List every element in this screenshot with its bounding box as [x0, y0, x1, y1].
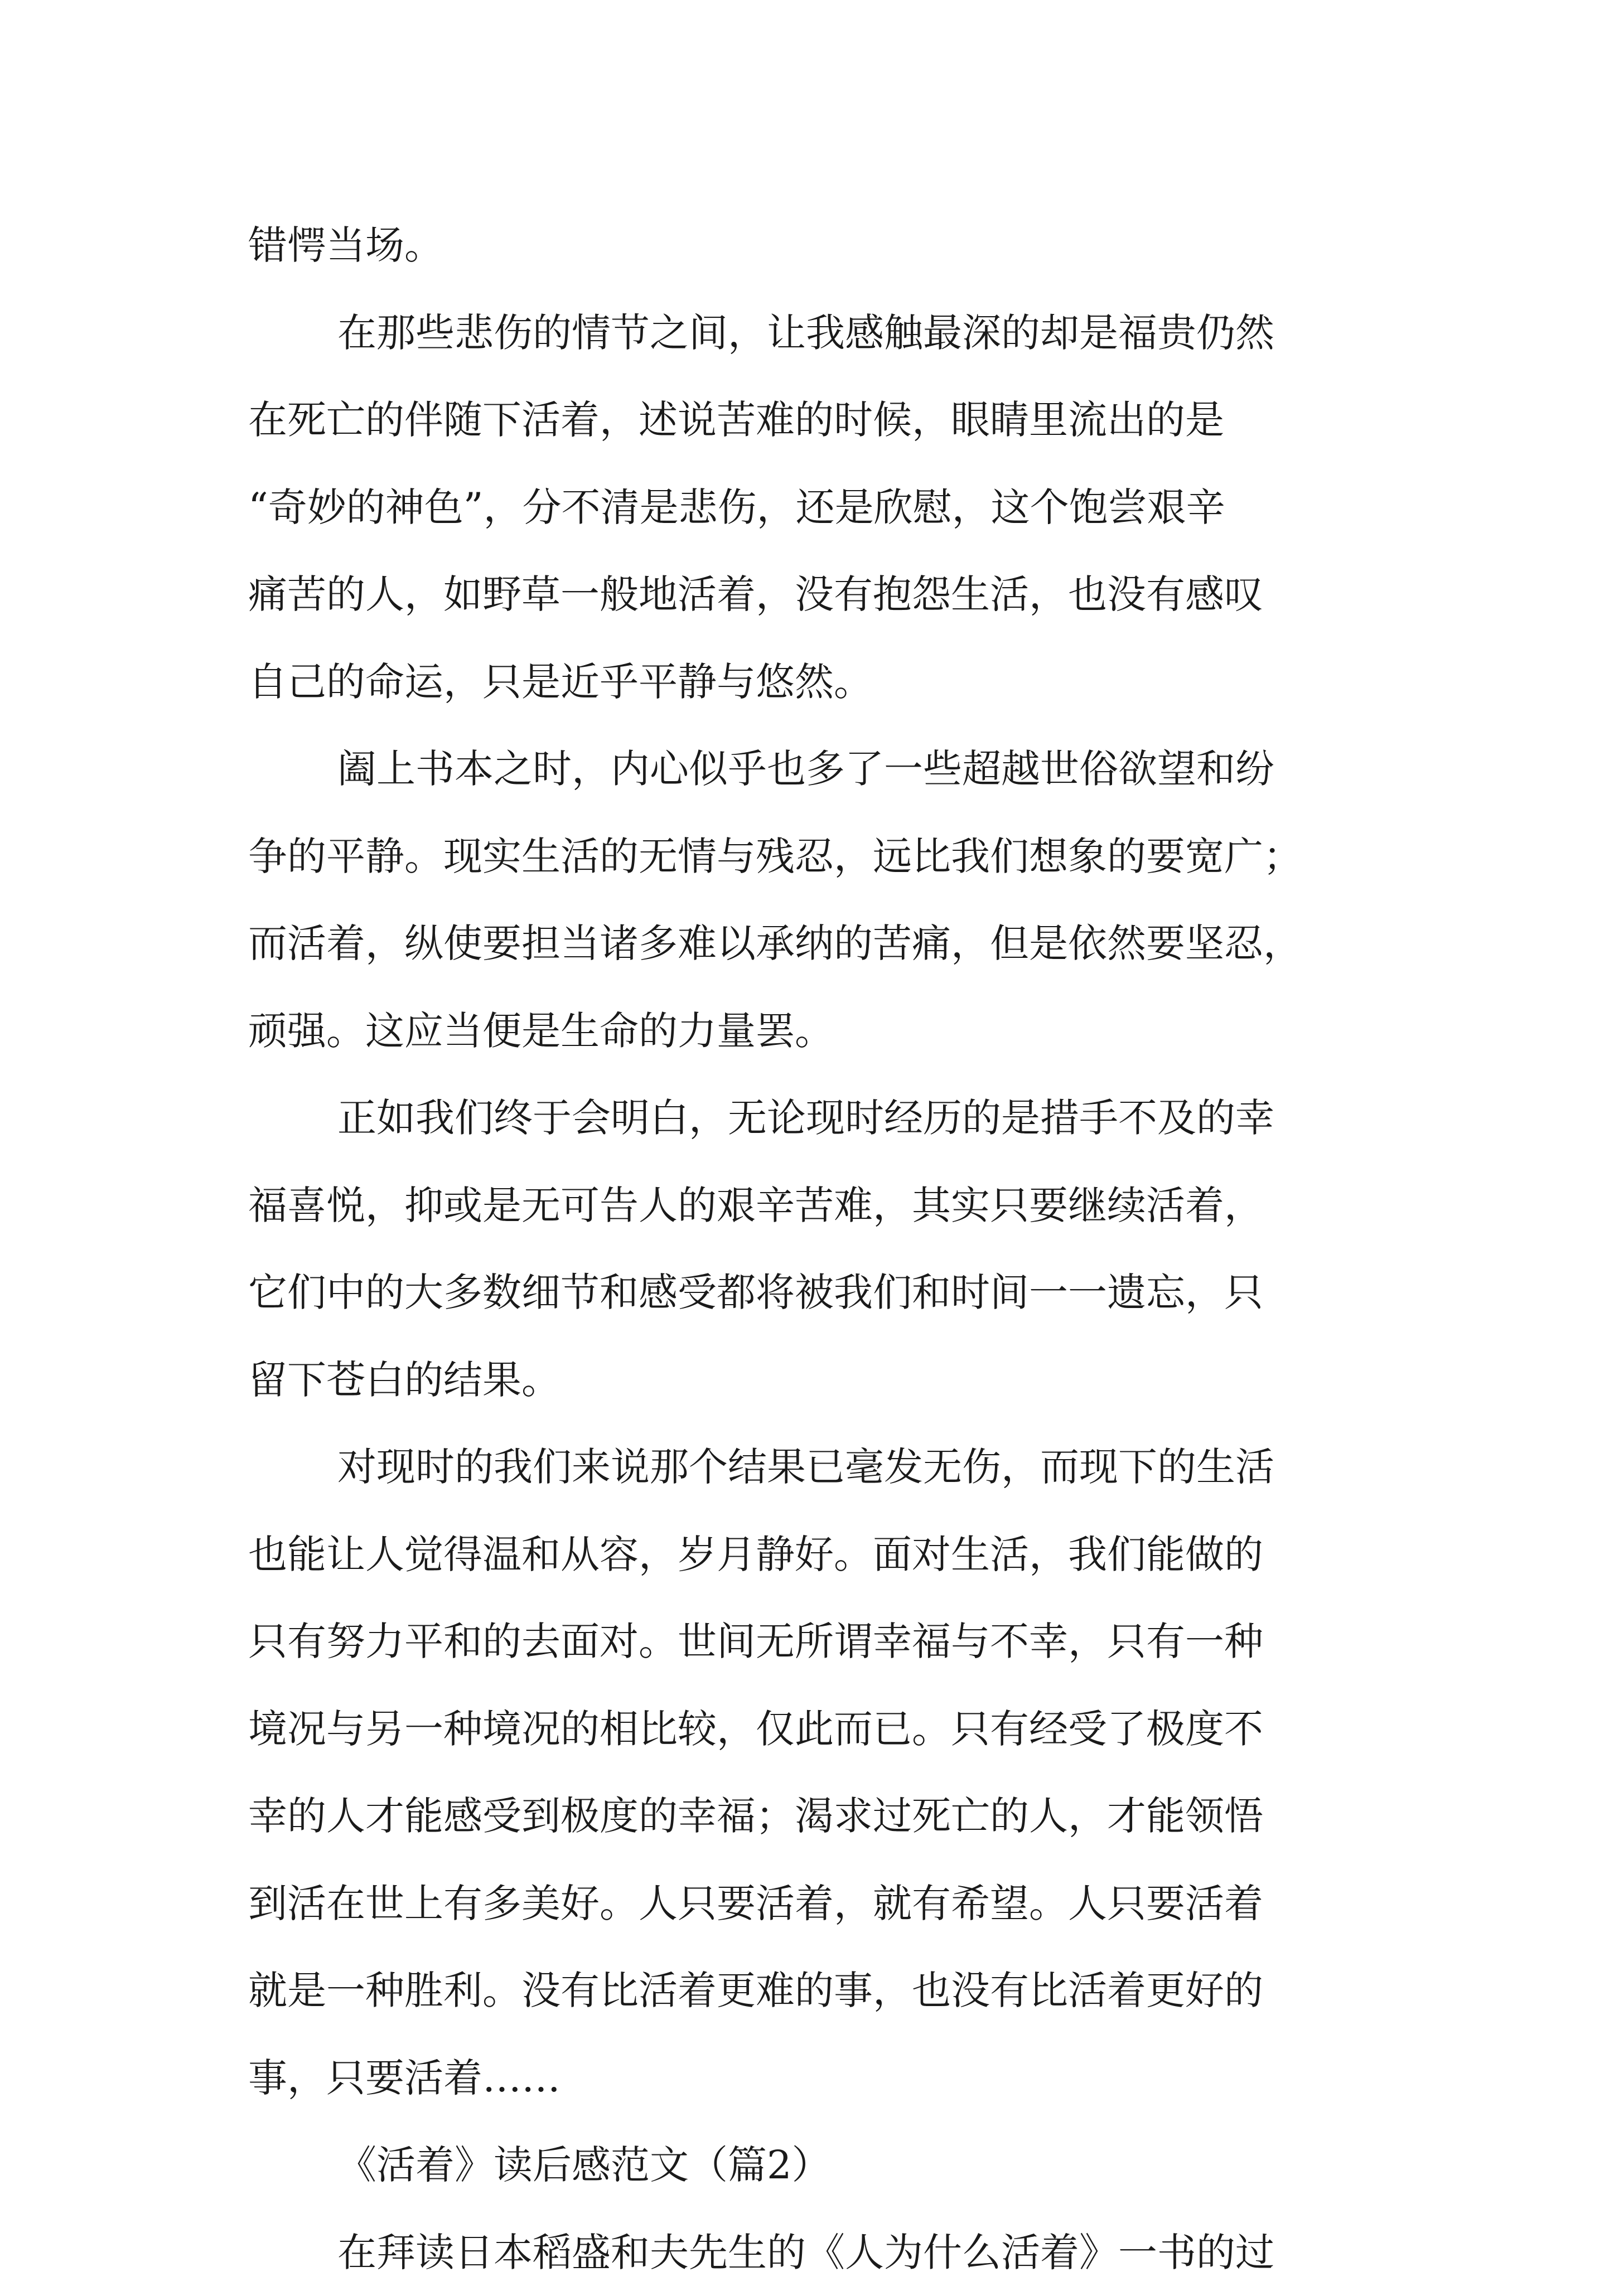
text-line: 自己的命运，只是近乎平静与悠然。: [248, 638, 1386, 726]
text-line: 争的平静。现实生活的无情与残忍，远比我们想象的要宽广；: [248, 813, 1386, 900]
text-line: 顽强。这应当便是生命的力量罢。: [248, 987, 1386, 1075]
text-line: 错愕当场。: [248, 202, 1386, 289]
text-line: 只有努力平和的去面对。世间无所谓幸福与不幸，只有一种: [248, 1598, 1386, 1685]
body-text: [248, 202, 1386, 2296]
text-line: 福喜悦，抑或是无可告人的艰辛苦难，其实只要继续活着，: [248, 1162, 1386, 1249]
text-line: 在死亡的伴随下活着，述说苦难的时候，眼睛里流出的是: [248, 376, 1386, 464]
text-line: 事，只要活着……: [248, 2035, 1386, 2122]
text-line: 到活在世上有多美好。人只要活着，就有希望。人只要活着: [248, 1860, 1386, 1948]
text-line: 《活着》读后感范文（篇2）: [248, 2121, 1386, 2209]
text-line: 它们中的大多数细节和感受都将被我们和时间一一遗忘，只: [248, 1249, 1386, 1336]
text-line: 正如我们终于会明白，无论现时经历的是措手不及的幸: [248, 1074, 1386, 1162]
text-line: 也能让人觉得温和从容，岁月静好。面对生活，我们能做的: [248, 1511, 1386, 1599]
text-line: “奇妙的神色”，分不清是悲伤，还是欣慰，这个饱尝艰辛: [248, 464, 1386, 551]
text-line: 阖上书本之时，内心似乎也多了一些超越世俗欲望和纷: [248, 725, 1386, 813]
text-line: 对现时的我们来说那个结果已毫发无伤，而现下的生活: [248, 1423, 1386, 1511]
text-line: 而活着，纵使要担当诸多难以承纳的苦痛，但是依然要坚忍，: [248, 900, 1386, 987]
text-line: 就是一种胜利。没有比活着更难的事，也没有比活着更好的: [248, 1947, 1386, 2035]
text-line: 境况与另一种境况的相比较，仅此而已。只有经受了极度不: [248, 1685, 1386, 1773]
text-line: 留下苍白的结果。: [248, 1336, 1386, 1424]
text-line: 痛苦的人，如野草一般地活着，没有抱怨生活，也没有感叹: [248, 551, 1386, 638]
text-line: 在拜读日本稻盛和夫先生的《人为什么活着》一书的过: [248, 2209, 1386, 2296]
text-line: 幸的人才能感受到极度的幸福；渴求过死亡的人，才能领悟: [248, 1772, 1386, 1860]
text-line: 在那些悲伤的情节之间，让我感触最深的却是福贵仍然: [248, 289, 1386, 377]
